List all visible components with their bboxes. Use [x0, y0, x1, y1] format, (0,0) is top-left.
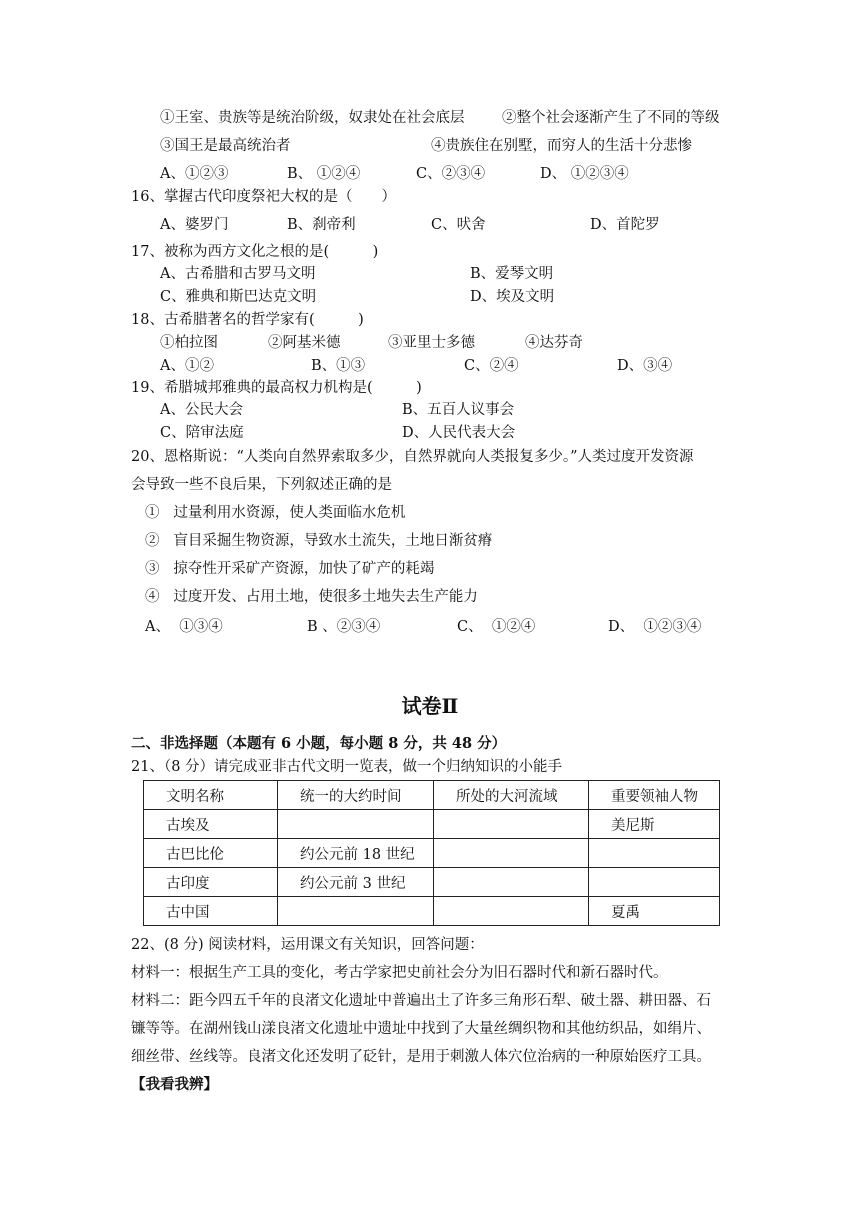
table-cell: [589, 839, 720, 868]
q19-stem: 19、希腊城邦雅典的最高权力机构是( ): [131, 380, 422, 396]
table-header-cell: 重要领袖人物: [589, 781, 720, 810]
table-cell: 美尼斯: [589, 810, 720, 839]
q19-answer-a: A、公民大会: [160, 402, 243, 418]
q20-option-4: ④ 过度开发、占用土地，使很多土地失去生产能力: [145, 589, 478, 605]
q15-option-2: ②整个社会逐渐产生了不同的等级: [502, 110, 720, 126]
q18-answer-a: A、①②: [160, 358, 214, 374]
table-cell: 夏禹: [589, 897, 720, 926]
q15-answer-b: B、 ①②④: [287, 166, 361, 182]
table-cell: 古印度: [144, 868, 278, 897]
section-title: 试卷Ⅱ: [401, 694, 459, 718]
q22-stem: 22、(8 分) 阅读材料，运用课文有关知识，回答问题：: [131, 937, 484, 953]
q16-answer-b: B、刹帝利: [287, 217, 356, 233]
civilization-table: [143, 780, 720, 926]
q18-answer-c: C、②④: [464, 358, 519, 374]
q22-section-label: 【我看我辨】: [131, 1076, 218, 1093]
q18-option-2: ②阿基米德: [268, 335, 341, 351]
q16-answer-c: C、吠舍: [431, 217, 486, 233]
table-cell: 约公元前 18 世纪: [278, 839, 434, 868]
table-header-cell: 所处的大河流域: [434, 781, 589, 810]
table-cell: [278, 897, 434, 926]
q19-answer-d: D、人民代表大会: [402, 425, 516, 441]
q22-material-2-line-3: 细丝带、丝线等。良渚文化还发明了砭针，是用于刺激人体穴位治病的一种原始医疗工具。: [131, 1049, 711, 1065]
q20-answer-d: D、 ①②③④: [608, 619, 702, 635]
table-cell: [434, 897, 589, 926]
table-cell: 约公元前 3 世纪: [278, 868, 434, 897]
q17-answer-c: C、雅典和斯巴达克文明: [160, 289, 317, 305]
q18-option-1: ①柏拉图: [160, 335, 218, 351]
table-header-cell: 统一的大约时间: [278, 781, 434, 810]
table-row: [144, 810, 720, 839]
q20-stem-line-1: 20、恩格斯说：“人类向自然界索取多少，自然界就向人类报复多少。”人类过度开发资源: [131, 449, 694, 465]
table-header-row: [144, 781, 720, 810]
q20-answer-c: C、 ①②④: [457, 619, 536, 635]
q18-answer-b: B、①③: [311, 358, 366, 374]
table-cell: [434, 839, 589, 868]
table-header-cell: 文明名称: [144, 781, 278, 810]
q18-option-4: ④达芬奇: [525, 335, 583, 351]
q15-option-4: ④贵族住在别墅，而穷人的生活十分悲惨: [431, 138, 692, 154]
table-row: [144, 839, 720, 868]
q15-option-3: ③国王是最高统治者: [160, 138, 291, 154]
q20-answer-a: A、 ①③④: [145, 619, 223, 635]
table-cell: [589, 868, 720, 897]
q20-option-2: ② 盲目采掘生物资源，导致水土流失，土地日渐贫瘠: [145, 533, 493, 549]
q20-answer-b: B 、②③④: [307, 619, 381, 635]
table-cell: 古中国: [144, 897, 278, 926]
q16-answer-a: A、婆罗门: [160, 217, 229, 233]
table-cell: [278, 810, 434, 839]
q17-answer-d: D、埃及文明: [470, 289, 555, 305]
q19-answer-c: C、陪审法庭: [160, 425, 244, 441]
q18-option-3: ③亚里士多德: [388, 335, 475, 351]
table-cell: 古巴比伦: [144, 839, 278, 868]
table-cell: [434, 868, 589, 897]
table-row: [144, 868, 720, 897]
q18-stem: 18、古希腊著名的哲学家有( ): [131, 312, 364, 328]
q15-answer-c: C、②③④: [416, 166, 486, 182]
table-cell: [434, 810, 589, 839]
table-row: [144, 897, 720, 926]
q15-answer-d: D、 ①②③④: [540, 166, 629, 182]
q17-answer-b: B、爱琴文明: [470, 266, 554, 282]
q16-stem: 16、掌握古代印度祭祀大权的是（ ）: [131, 189, 396, 205]
q17-stem: 17、被称为西方文化之根的是( ): [131, 244, 379, 260]
q22-material-2-line-1: 材料二：距今四五千年的良渚文化遗址中普遍出土了许多三角形石犁、破土器、耕田器、石: [131, 993, 711, 1009]
q21-stem: 21、（8 分）请完成亚非古代文明一览表，做一个归纳知识的小能手: [131, 759, 563, 775]
q17-answer-a: A、古希腊和古罗马文明: [160, 266, 316, 282]
q20-stem-line-2: 会导致一些不良后果，下列叙述正确的是: [131, 477, 392, 493]
q20-option-3: ③ 掠夺性开采矿产资源，加快了矿产的耗竭: [145, 561, 435, 577]
table-cell: 古埃及: [144, 810, 278, 839]
q20-option-1: ① 过量利用水资源，使人类面临水危机: [145, 505, 406, 521]
q18-answer-d: D、③④: [617, 358, 673, 374]
q15-answer-a: A、①②③: [160, 166, 229, 182]
q15-option-1: ①王室、贵族等是统治阶级，奴隶处在社会底层: [160, 110, 465, 126]
section-heading: 二、非选择题（本题有 6 小题，每小题 8 分，共 48 分）: [131, 735, 507, 752]
q16-answer-d: D、首陀罗: [590, 217, 660, 233]
q22-material-1: 材料一：根据生产工具的变化，考古学家把史前社会分为旧石器时代和新石器时代。: [131, 965, 668, 981]
q22-material-2-line-2: 镰等等。在湖州钱山漾良渚文化遗址中遗址中找到了大量丝绸织物和其他纺织品，如绢片、: [131, 1021, 711, 1037]
q19-answer-b: B、五百人议事会: [402, 402, 515, 418]
